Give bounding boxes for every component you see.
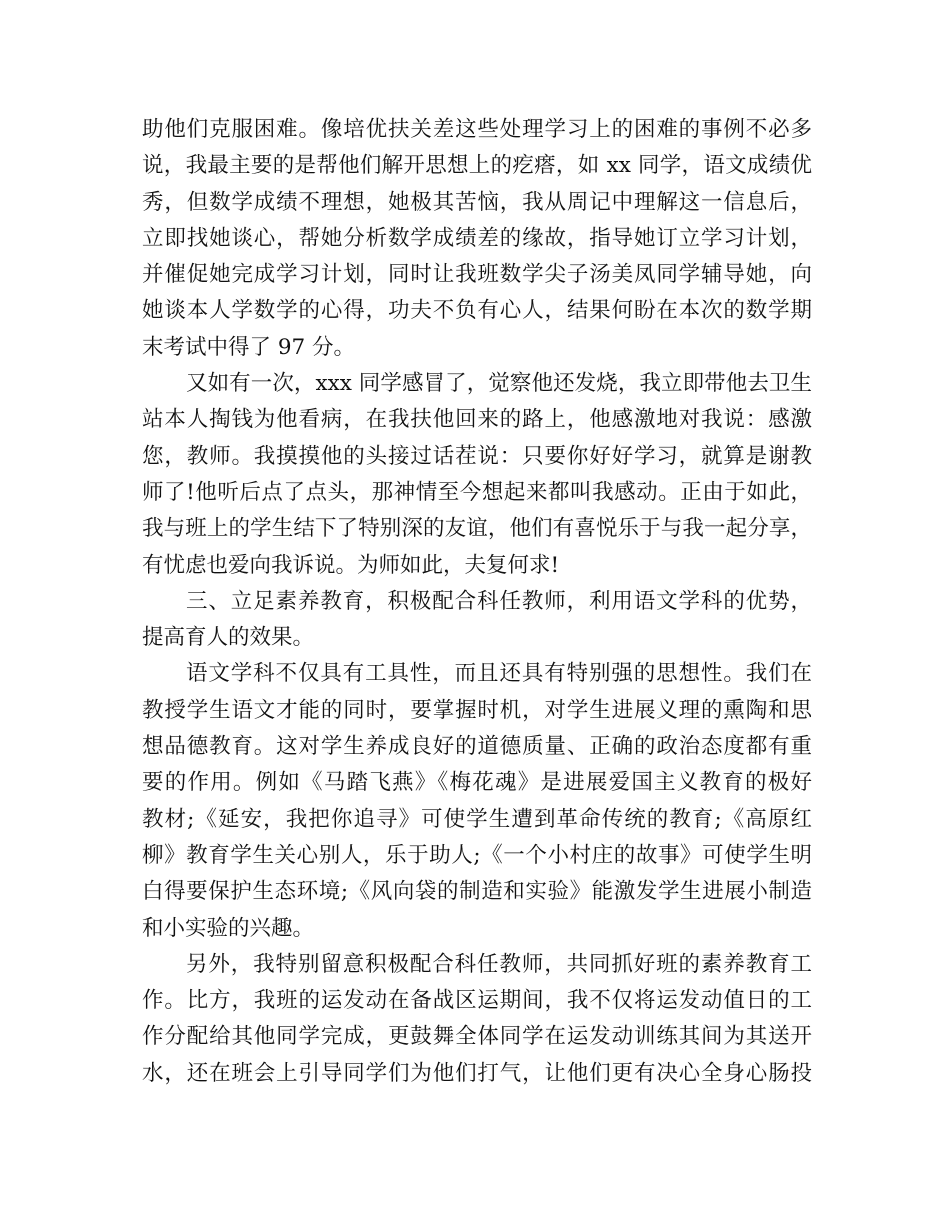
text-line: 我与班上的学生结下了特别深的友谊，他们有喜悦乐于与我一起分享， <box>142 516 812 542</box>
text-line: 站本人掏钱为他看病，在我扶他回来的路上，他感激地对我说：感激 <box>142 407 812 433</box>
text-line: 师了!他听后点了点头，那神情至今想起来都叫我感动。正由于如此， <box>142 479 812 505</box>
paragraph-2 <box>142 366 812 584</box>
text-line: 末考试中得了 97 分。 <box>142 334 356 360</box>
text-line: 作。比方，我班的运发动在备战区运期间，我不仅将运发动值日的工 <box>142 988 812 1014</box>
text-line: 作分配给其他同学完成，更鼓舞全体同学在运发动训练其间为其送开 <box>142 1024 812 1050</box>
paragraph-4 <box>142 656 812 946</box>
text-line: 要的作用。例如《马踏飞燕》《梅花魂》是进展爱国主义教育的极好 <box>142 770 812 796</box>
text-line: 教材;《延安，我把你追寻》可使学生遭到革命传统的教育;《高原红 <box>142 806 812 832</box>
text-line: 水，还在班会上引导同学们为他们打气，让他们更有决心全身心肠投 <box>142 1060 812 1086</box>
text-line: 和小实验的兴趣。 <box>142 915 315 941</box>
text-line: 您，教师。我摸摸他的头接过话茬说：只要你好好学习，就算是谢教 <box>142 443 812 469</box>
text-line: 有忧虑也爱向我诉说。为师如此，夫复何求! <box>142 552 560 578</box>
text-line: 助他们克服困难。像培优扶关差这些处理学习上的困难的事例不必多 <box>142 117 812 142</box>
text-line: 又如有一次，xxx 同学感冒了，觉察他还发烧，我立即带他去卫生 <box>186 371 812 397</box>
paragraph-3-heading <box>142 584 812 657</box>
text-line: 秀，但数学成绩不理想，她极其苦恼，我从周记中理解这一信息后， <box>142 189 812 215</box>
text-line: 并催促她完成学习计划，同时让我班数学尖子汤美凤同学辅导她，向 <box>142 262 812 288</box>
text-line: 白得要保护生态环境;《风向袋的制造和实验》能激发学生进展小制造 <box>142 879 812 905</box>
text-line: 语文学科不仅具有工具性，而且还具有特别强的思想性。我们在 <box>186 661 812 687</box>
paragraph-5 <box>142 947 812 1092</box>
text-line: 教授学生语文才能的同时，要掌握时机，对学生进展义理的熏陶和思 <box>142 697 812 723</box>
text-line: 她谈本人学数学的心得，功夫不负有心人，结果何盼在本次的数学期 <box>142 298 812 324</box>
text-line: 三、立足素养教育，积极配合科任教师，利用语文学科的优势， <box>186 588 812 614</box>
text-line: 立即找她谈心，帮她分析数学成绩差的缘故，指导她订立学习计划， <box>142 225 812 251</box>
text-line: 提高育人的效果。 <box>142 625 315 651</box>
text-line: 说，我最主要的是帮他们解开思想上的疙瘩，如 xx 同学，语文成绩优 <box>142 153 812 179</box>
text-line: 另外，我特别留意积极配合科任教师，共同抓好班的素养教育工 <box>186 951 812 977</box>
paragraph-1 <box>142 112 812 366</box>
document-body <box>142 112 812 1092</box>
text-line: 想品德教育。这对学生养成良好的道德质量、正确的政治态度都有重 <box>142 734 812 760</box>
text-line: 柳》教育学生关心别人，乐于助人;《一个小村庄的故事》可使学生明 <box>142 842 812 868</box>
